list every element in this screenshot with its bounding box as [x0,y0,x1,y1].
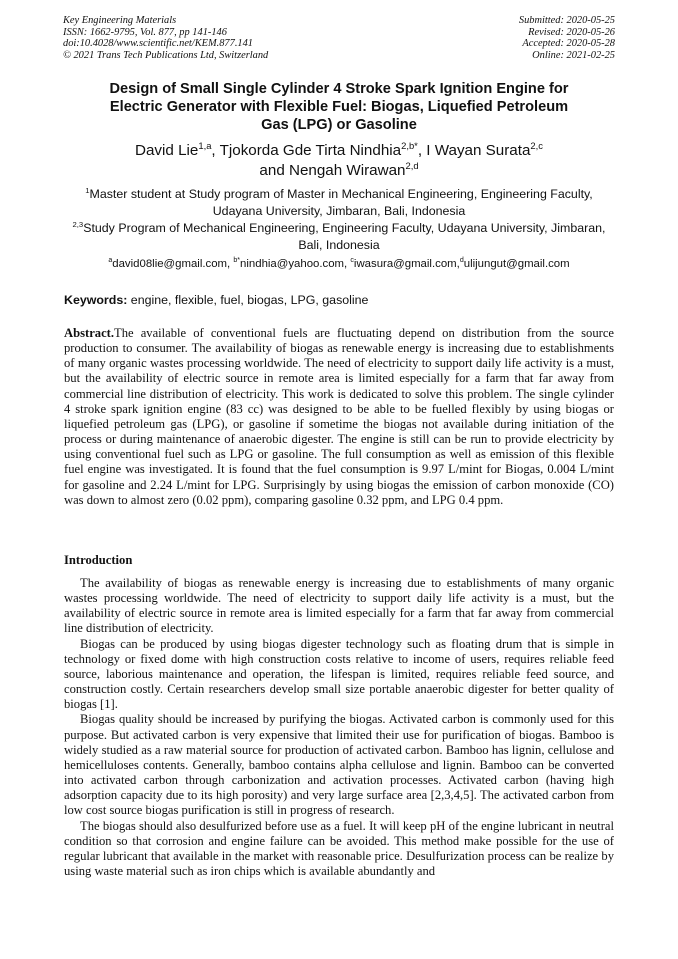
author-line: David Lie$^{1,a}$, Tjokorda Gde Tirta Nindhia$^{2,b*}$, I Wayan Surata$^{2,c}$ [135,139,543,159]
title-line: Electric Generator with Flexible Fuel: Biogas, Liquefied Petroleum [109,98,569,115]
affiliation-mark: 1 [85,185,90,195]
title-line: Design of Small Single Cylinder 4 Stroke Spark Ignition Engine for [109,81,569,97]
section-heading-introduction: Introduction [64,553,133,567]
journal-issn: ISSN: 1662-9795, Vol. 877, pp 141-146 [63,26,227,38]
paragraph: Biogas quality should be increased by purifying the biogas. Activated carbon is commonly used for this purpose. But activated carbon is very expensive that limited their use for purification of biogas. Bamboo is widely studied as a raw material source for production of activated carbon. Bamboo has lignin, cellulose and hemicelluloses contents. Generally, bamboo contains alpha cellulose and lignin. Bamboo can be converted into activated carbon through carbonization and activation processes. Activated carbon (having high adsorption capacity due to its high porosity) and very large surface area [2,3,4,5]. The activated carbon from low cost source biogas purification is still in progress of research. [64,712,614,818]
author-name: Tjokorda Gde Tirta Nindhia [219,142,402,159]
author-affiliation-mark: 2,d [405,159,419,171]
author-name: and Nengah Wirawan [259,162,406,179]
journal-name: Key Engineering Materials [63,15,177,26]
journal-doi: doi:10.4028/www.scientific.net/KEM.877.141 [63,38,253,50]
author-name: I Wayan Surata [426,142,531,159]
keywords [64,292,368,308]
email-link[interactable]: david08lie@gmail.com, [112,258,234,270]
affiliation-1 [70,186,608,219]
affiliation-2 [70,220,608,253]
author-list [70,141,608,181]
journal-header-right [519,15,615,61]
paragraph: Biogas can be produced by using biogas digester technology such as floating drum that is simple in technology or fixed dome with high construction costs relative to income of users, requires reliable feed source, laborious maintenance and operation, the lifespan is limited, requires reliable feed source, and construction costly. Certain researchers develop small size portable anaerobic digester for better quality of biogas [1]. [64,636,614,712]
affiliation-text: Master student at Study program of Master in Mechanical Engineering, Engineering Faculty, Udayana University, Jimbaran, Bali, Indonesia [89,187,593,218]
email-mark: a [108,257,113,265]
introduction-body [64,576,614,879]
date-submitted: Submitted: 2020-05-25 [518,15,615,26]
email-mark: d [459,257,464,265]
author-line [70,161,608,181]
author-affiliation-mark: 2,c [530,139,543,151]
abstract-text: The available of conventional fuels are fluctuating depend on distribution from the source production to consumer. The availability of biogas as renewable energy is increasing due to establishments of many organic wastes processing worldwide. The need of electricity to support daily life activity is a must, but the availability of electric source in remote area is limited especially for a farm that far away from commercial line distribution of electricity. This work is dedicated to solve this problem. The single cylinder 4 stroke spark ignition engine (83 cc) was designed to be able to be fuelled flexibly by using biogas or liquefied petroleum gas (LPG), or gasoline if sometime the biogas not available during initiation of the process or during maintenance of anaerobic digester. The engine is still can be run to provide electricity by using conventional fuel such as LPG or gasoline. The full consumption as well as emission of this flexible fuel engine was investigated. It is found that the fuel consumption is 9.97 L/mint for Biogas, 0.004 L/mint for gasoline and 2.24 L/mint for LPG. Surprisingly by using biogas the emission of carbon monoxide (CO) was down to almost zero (0.02 ppm), comparing gasoline 0.32 ppm, and LPG 0.4 ppm. [64,326,614,507]
keywords-label: Keywords: [64,293,128,307]
affiliation-text: Study Program of Mechanical Engineering, Engineering Faculty, Udayana University, Jimbaran, Bali, Indonesia [83,221,606,252]
date-accepted: Accepted: 2020-05-28 [522,38,615,50]
keywords-text: engine, flexible, fuel, biogas, LPG, gasoline [127,293,369,307]
date-online: Online: 2021-02-25 [532,49,615,61]
author-emails [70,257,608,272]
author-affiliation-mark: 1,a [198,139,212,151]
date-revised: Revised: 2020-05-26 [528,26,615,38]
abstract [64,326,614,508]
paragraph: The biogas should also desulfurized before use as a fuel. It will keep pH of the engine lubricant in neutral condition so that corrosion and engine failure can be avoided. This method make possible for the use of regular lubricant that available in the market with reasonable price. Desulfurization process can be realize by using waste material such as iron chips which is available abundantly and [64,818,614,878]
author-affiliation-mark: 2,b* [401,139,418,151]
title-line: Gas (LPG) or Gasoline [261,116,417,133]
email-link[interactable]: nindhia@yahoo.com, [240,258,351,270]
affiliation-mark: 2,3 [72,219,84,229]
email-link[interactable]: iwasura@gmail.com, [353,258,460,270]
author-name: David Lie [135,142,199,159]
email-mark: b* [233,257,241,265]
paper-title [70,81,608,134]
paragraph: The availability of biogas as renewable energy is increasing due to establishments of many organic wastes processing worldwide. The need of electricity to support daily life activity is a must, but the availability of electric source in remote area is limited especially for a farm that far away from commercial line distribution of electricity. [64,576,614,636]
journal-header-left [63,15,268,61]
email-link[interactable]: ulijungut@gmail.com [463,258,570,270]
email-mark: c [350,257,354,265]
abstract-label: Abstract. [64,326,115,340]
journal-copyright: © 2021 Trans Tech Publications Ltd, Switzerland [63,49,269,61]
